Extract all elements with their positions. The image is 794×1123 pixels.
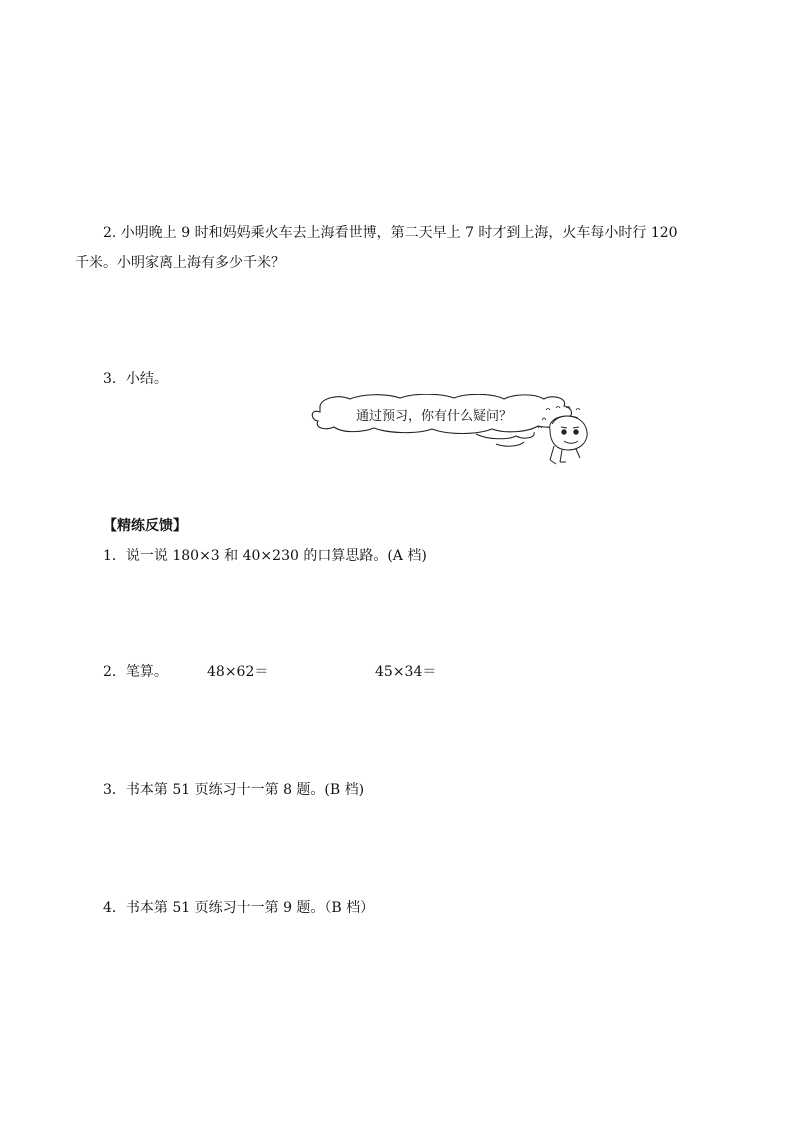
- problem-2-line-2: 千米。小明家离上海有多少千米？: [75, 255, 285, 271]
- feedback-item-3: 3．书本第 51 页练习十一第 8 题。(B 档): [103, 782, 365, 798]
- feedback-heading: 【精练反馈】: [103, 518, 187, 534]
- feedback-item-2-expr-2: 45×34＝: [375, 664, 437, 680]
- problem-2-line-1: 2. 小明晚上 9 时和妈妈乘火车去上海看世博，第二天早上 7 时才到上海，火车每小时行 120: [103, 225, 678, 241]
- feedback-item-4: 4．书本第 51 页练习十一第 9 题。（B 档）: [103, 900, 375, 916]
- feedback-item-2-expr-1: 48×62＝: [207, 664, 269, 680]
- feedback-item-1: 1．说一说 180×3 和 40×230 的口算思路。(A 档): [103, 548, 427, 564]
- feedback-item-2: 2．笔算。: [103, 664, 168, 680]
- bubble-question-text: 通过预习，你有什么疑问？: [356, 409, 513, 424]
- question-thought-bubble: [306, 394, 596, 484]
- summary-label: 3．小结。: [103, 371, 168, 387]
